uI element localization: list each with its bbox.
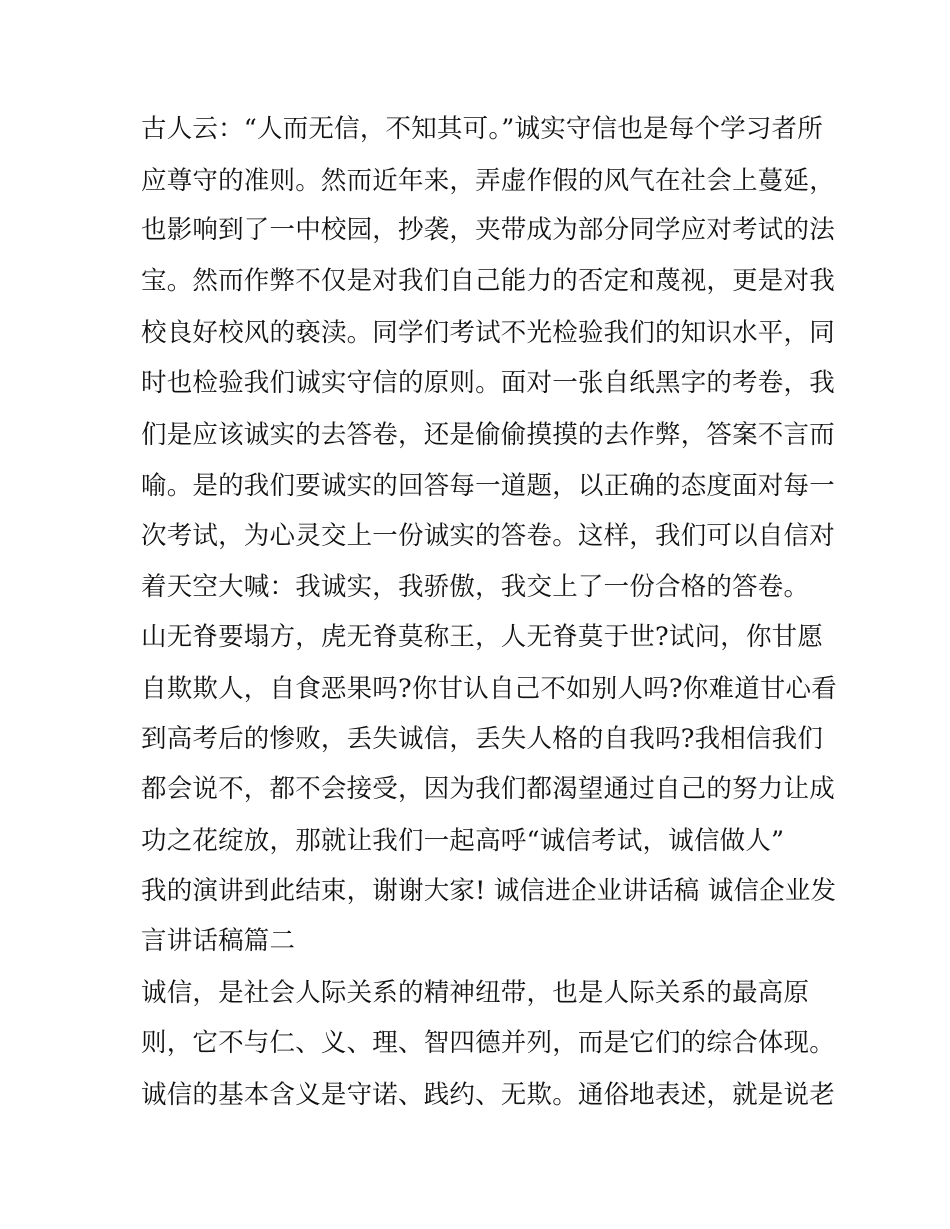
text-line: 自欺欺人，自食恶果吗?你甘认自己不如别人吗?你难道甘心看	[141, 674, 837, 704]
text-line: 喻。是的我们要诚实的回答每一道题，以正确的态度面对每一	[141, 471, 835, 501]
text-line: 诚信，是社会人际关系的精神纽带，也是人际关系的最高原	[141, 978, 810, 1008]
text-line: 诚信的基本含义是守诺、践约、无欺。通俗地表述，就是说老	[141, 1080, 835, 1110]
text-line: 着天空大喊：我诚实，我骄傲，我交上了一份合格的答卷。	[141, 572, 810, 602]
text-line: 则，它不与仁、义、理、智四德并列，而是它们的综合体现。	[141, 1028, 835, 1058]
text-line: 宝。然而作弊不仅是对我们自己能力的否定和蔑视，更是对我	[141, 266, 835, 296]
text-line: 功之花绽放，那就让我们一起高呼“诚信考试，诚信做人”	[141, 826, 785, 856]
text-line: 校良好校风的亵渎。同学们考试不光检验我们的知识水平，同	[141, 318, 835, 348]
text-line: 时也检验我们诚实守信的原则。面对一张自纸黑字的考卷，我	[141, 368, 835, 398]
text-line: 应尊守的准则。然而近年来，弄虚作假的风气在社会上蔓延，	[141, 166, 835, 196]
text-line: 次考试，为心灵交上一份诚实的答卷。这样，我们可以自信对	[141, 521, 835, 551]
text-line: 都会说不，都不会接受，因为我们都渴望通过自己的努力让成	[141, 774, 835, 804]
text-line: 言讲话稿篇二	[141, 926, 296, 956]
text-line: 山无脊要塌方，虎无脊莫称王，人无脊莫于世?试问，你甘愿	[141, 622, 824, 652]
text-line: 们是应该诚实的去答卷，还是偷偷摸摸的去作弊，答案不言而	[141, 420, 835, 450]
text-line: 到高考后的惨败，丢失诚信，丢失人格的自我吗?我相信我们	[141, 724, 824, 754]
text-line: 古人云：“人而无信，不知其可。”诚实守信也是每个学习者所	[141, 114, 823, 144]
text-line: 我的演讲到此结束，谢谢大家! 诚信进企业讲话稿 诚信企业发	[141, 876, 837, 906]
text-line: 也影响到了一中校园，抄袭，夹带成为部分同学应对考试的法	[141, 215, 835, 245]
